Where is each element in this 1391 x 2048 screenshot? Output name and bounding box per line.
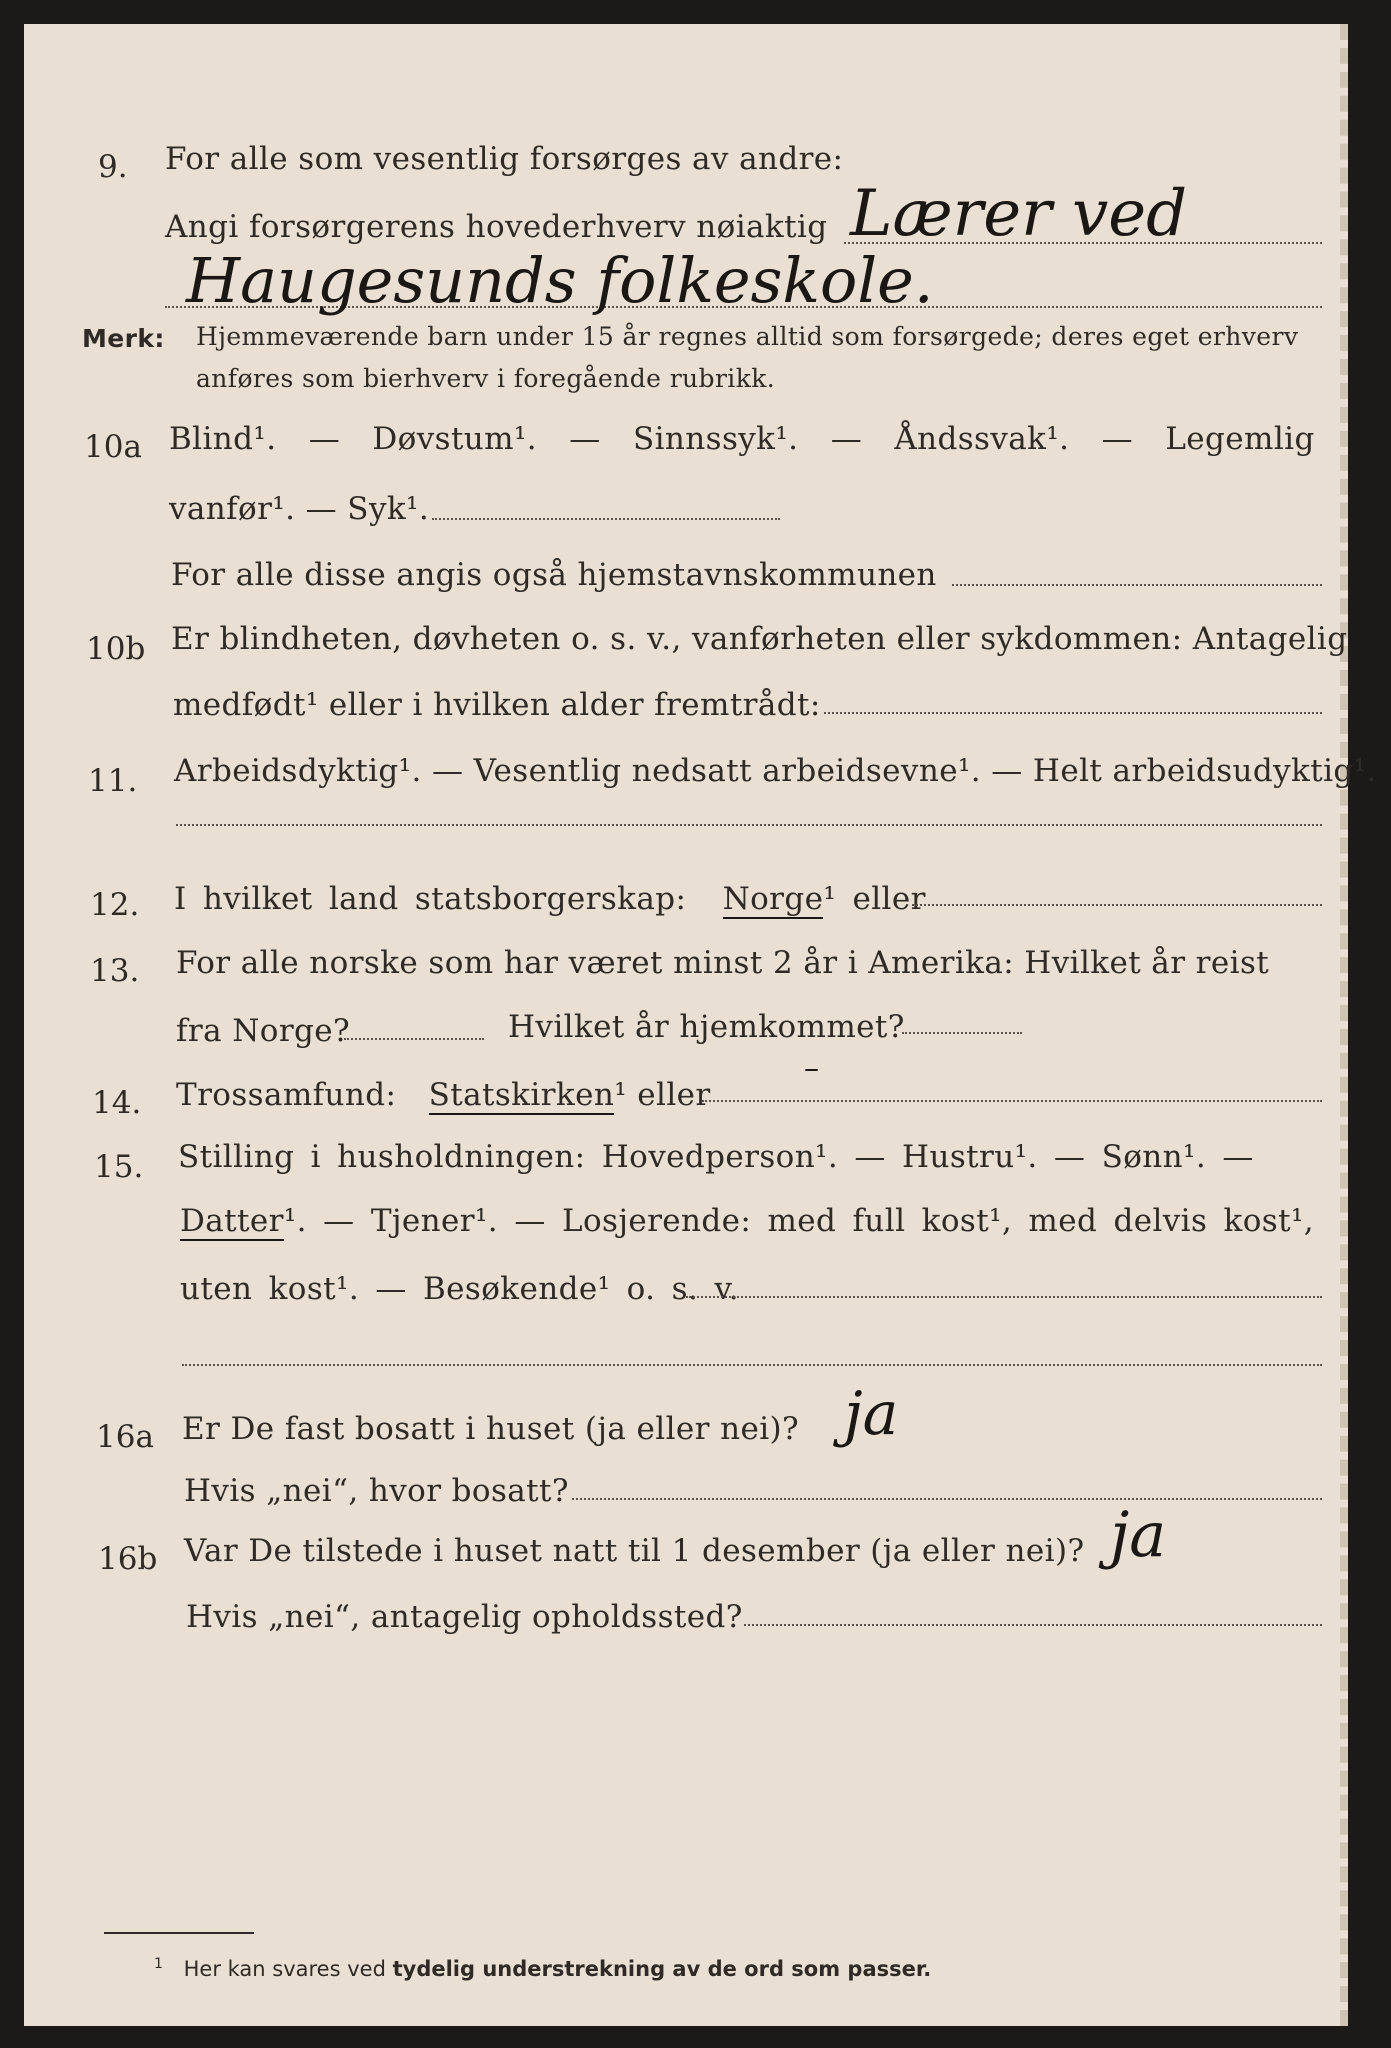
q15-line3: uten kost¹. — Besøkende¹ o. s. v.: [180, 1271, 739, 1307]
form-page: [24, 24, 1377, 2026]
q14-selected-statskirken: Statskirken: [428, 1077, 615, 1113]
q15-selected-datter: Datter: [180, 1203, 284, 1239]
q12-pre: I hvilket land statsborgerskap:: [174, 881, 687, 917]
q10a-line2: vanfør¹. — Syk¹.: [169, 491, 430, 527]
q14-number: 14.: [92, 1085, 142, 1121]
q14-other-line: [702, 1100, 1322, 1102]
q16a-line1: Er De fast bosatt i huset (ja eller nei)?: [182, 1411, 800, 1447]
q12-other-line: [912, 904, 1322, 906]
q15-line2: [180, 1203, 1315, 1239]
q10b-number: 10b: [86, 631, 146, 667]
q11-line1: Arbeidsdyktig¹. — Vesentlig nedsatt arbeidsevne¹. — Helt arbeidsudyktig¹.: [174, 753, 1377, 789]
q16a-number: 16a: [96, 1419, 154, 1455]
q13-left-year-line: [344, 1038, 484, 1040]
q14-handwritten-dash: –: [804, 1051, 819, 1086]
q13-return-year-line: [902, 1032, 1022, 1034]
q10a-number: 10a: [84, 429, 142, 465]
merk-line2: anføres som bierhverv i foregående rubrikk.: [196, 364, 776, 393]
q11-number: 11.: [88, 763, 138, 799]
q16b-handwritten-ja: ja: [1110, 1498, 1167, 1571]
q15-number: 15.: [94, 1149, 144, 1185]
q13-line2a: fra Norge?: [176, 1013, 351, 1049]
q10b-age-line: [824, 712, 1322, 714]
q9-number: 9.: [98, 149, 128, 185]
q16b-number: 16b: [98, 1541, 158, 1577]
q9-line2: Angi forsørgerens hovederhverv nøiaktig: [165, 209, 828, 245]
footnote-mark: 1: [154, 1956, 163, 1972]
q14-line: [176, 1077, 711, 1113]
q13-number: 13.: [90, 953, 140, 989]
q15-line2-rest: ¹. — Tjener¹. — Losjerende: med full kost¹, med delvis kost¹,: [283, 1203, 1315, 1239]
q16a-residence-line: [572, 1498, 1322, 1500]
footnote-pre: Her kan svares ved: [183, 1957, 386, 1981]
merk-line1: Hjemmeværende barn under 15 år regnes alltid som forsørgede; deres eget erhverv: [196, 322, 1299, 351]
q16b-line1: Var De tilstede i huset natt til 1 desember (ja eller nei)?: [184, 1533, 1085, 1569]
footnote-bold: tydelig understrekning av de ord som passer.: [392, 1957, 932, 1981]
q12-number: 12.: [90, 887, 140, 923]
q9-line1: For alle som vesentlig forsørges av andre:: [165, 141, 844, 177]
q13-line1: For alle norske som har været minst 2 år i Amerika: Hvilket år reist: [176, 945, 1270, 981]
q16b-line2: Hvis „nei“, antagelig opholdssted?: [186, 1599, 743, 1635]
q15-other-line2: [182, 1364, 1322, 1366]
q12-line: [174, 881, 926, 917]
q16a-line2: Hvis „nei“, hvor bosatt?: [184, 1473, 569, 1509]
q12-post: ¹ eller: [823, 881, 926, 917]
q9-handwritten-answer1: Lærer ved: [850, 177, 1188, 251]
q11-extra-line: [176, 824, 1322, 826]
q10a-line3: For alle disse angis også hjemstavnskommunen: [171, 557, 937, 593]
q10a-sick-line: [432, 518, 780, 520]
q16b-whereabouts-line: [744, 1624, 1322, 1626]
q16a-handwritten-ja: ja: [844, 1379, 899, 1449]
q12-selected-norge: Norge: [722, 881, 824, 917]
q10b-line2: medfødt¹ eller i hvilken alder fremtrådt:: [173, 687, 821, 723]
q13-line2b: Hvilket år hjemkommet?: [508, 1009, 905, 1045]
q10b-line1: Er blindheten, døvheten o. s. v., vanførheten eller sykdommen: Antagelig: [171, 621, 1348, 657]
q15-line1: Stilling i husholdningen: Hovedperson¹. — Hustru¹. — Sønn¹. —: [178, 1139, 1254, 1175]
q10a-line1: Blind¹. — Døvstum¹. — Sinnssyk¹. — Åndssvak¹. — Legemlig: [169, 421, 1315, 457]
q14-post: ¹ eller: [614, 1077, 711, 1113]
merk-label: Merk:: [82, 324, 165, 353]
q9-handwritten-answer2: Haugesunds folkeskole.: [186, 244, 934, 317]
q14-pre: Trossamfund:: [176, 1077, 397, 1113]
footnote-rule: [104, 1932, 254, 1934]
q15-other-line1: [686, 1296, 1322, 1298]
footnote: [154, 1956, 931, 1981]
q10a-municipality-line: [952, 584, 1322, 586]
